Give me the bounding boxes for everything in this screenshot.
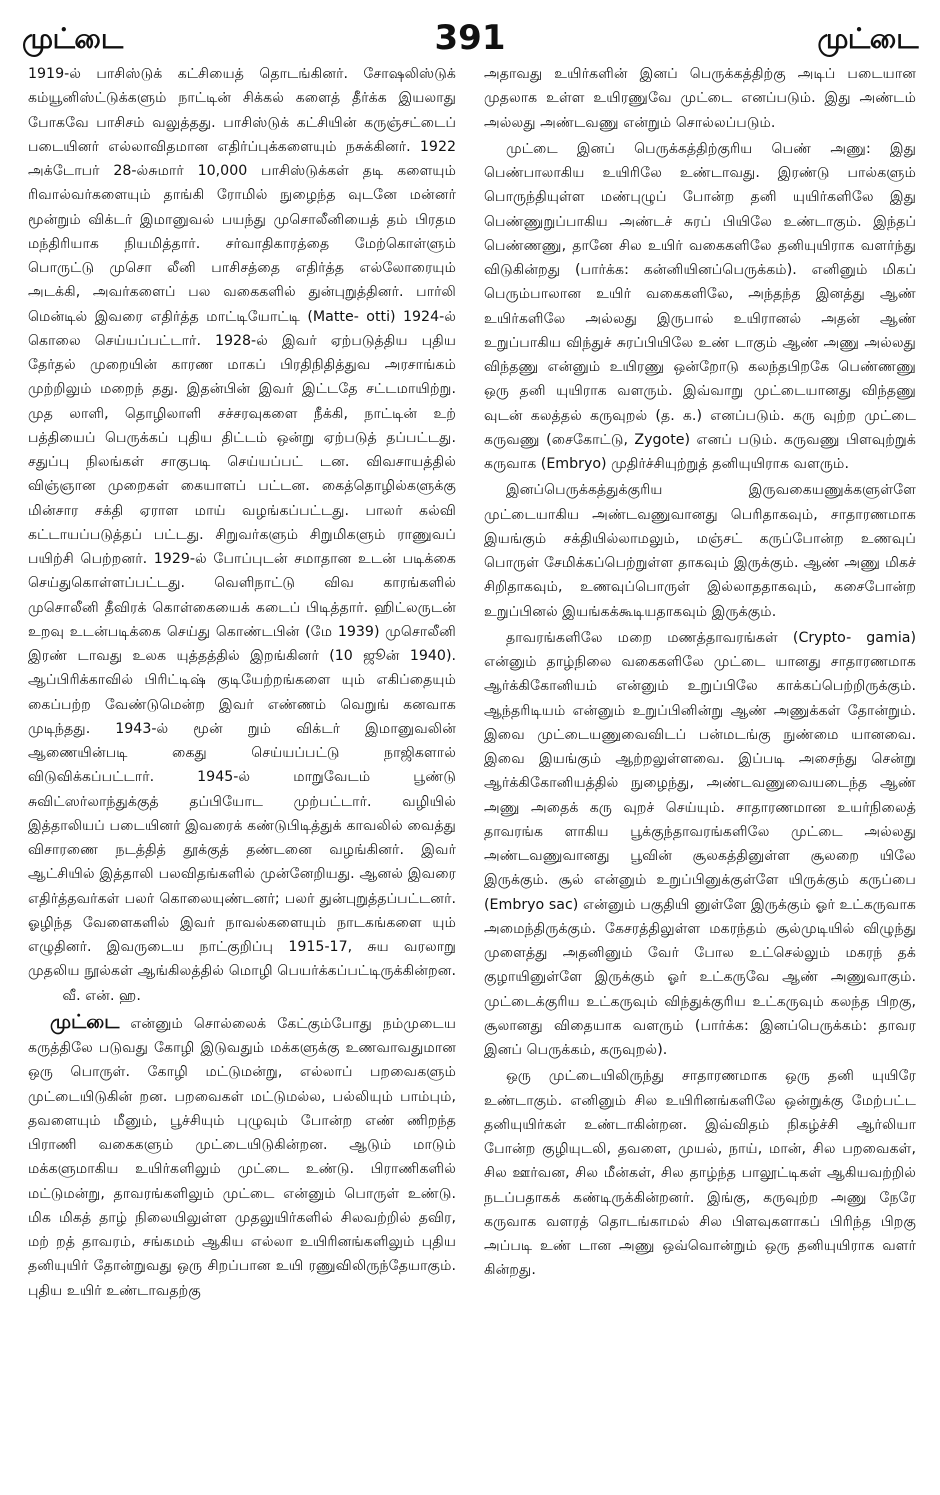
paragraph: இனப்பெருக்கத்துக்குரிய இருவகையணுக்களுள்ளே முட்டையாகிய அண்டவணுவானது பெரிதாகவும், சாதாரணமாக இயங்கும் சக்தியில்லாமலும், மஞ்சட் கருப்போன்ற உணவுப் பொருள் சேமிக்கப்பெற்றுள்ள தாகவும் இருக்கும். ஆண் அணு மிகச் சிறிதாகவும், உணவுப்பொருள் இல்லாததாகவும், கசைபோன்ற உறுப்பினல் இயங்கக்கூடியதாகவும் இருக்கும். (484, 482, 916, 620)
running-head-left: முட்டை (22, 22, 123, 55)
author-signature: வீ. என். ஹ. (62, 987, 141, 1004)
entry-paragraph (28, 1010, 456, 1303)
paragraph: முட்டை இனப் பெருக்கத்திற்குரிய பெண் அணு: இது பெண்பாலாகிய உயிரிலே உண்டாவது. இரண்டு பால்களும் பொருந்தியுள்ள மண்புழுப் போன்ற தனி யுயிர்களிலே இது பெண்ணுறுப்பாகிய அண்டச் சுரப் பியிலே உண்டாகும். இந்தப் பெண்ணணு, தானே சில உயிர் வகைகளிலே தனியுயிராக வளர்ந்து விடுகின்றது (பார்க்க: கன்னியினப்பெருக்கம்). எனினும் மிகப் பெரும்பாலான உயிர் வகைகளிலே, அந்தந்த இனத்து ஆண் உயிர்களிலே அல்லது இருபால் உயிரானல் அதன் ஆண் உறுப்பாகிய விந்துச் சுரப்பியிலே உண் டாகும் ஆண் அணு அல்லது விந்தணு என்னும் உயிரணு ஒன்றோடு கலந்தபிறகே பெண்ணணு ஒரு தனி யுயிராக வளரும். இவ்வாறு முட்டையானது விந்தணு வுடன் கலத்தல் கருவுறல் (த. க.) எனப்படும். கரு வுற்ற முட்டை கருவணு (சைகோட்டு, Zygote) எனப் படும். கருவணு பிளவுற்றுக் கருவாக (Embryo) முதிர்ச்சியுற்றுத் தனியுயிராக வளரும். (484, 140, 916, 472)
entry-headword: முட்டை (50, 1010, 120, 1033)
right-column (484, 62, 916, 1283)
paragraph: அதாவது உயிர்களின் இனப் பெருக்கத்திற்கு அடிப் படையான முதலாக உள்ள உயிரணுவே முட்டை எனப்படும். இது அண்டம் அல்லது அண்டவணு என்றும் சொல்லப்படும். (484, 66, 916, 131)
paragraph-text: 1919-ல் பாசிஸ்டுக் கட்சியைத் தொடங்கினர். சோஷலிஸ்டுக் கம்யூனிஸ்ட்டுக்களும் நாட்டின் சிக்கல் களைத் தீர்க்க இயலாது போகவே பாசிசம் வலுத்தது. பாசிஸ்டுக் கட்சியின் கருஞ்சட்டைப் படையினர் எல்லாவிதமான எதிர்ப்புக்களையும் நசுக்கினர். 1922 அக்டோபர் 28-ல்சுமார் 10,000 பாசிஸ்டுக்கள் தடி களையும் ரிவால்வர்களையும் தாங்கி ரோமில் நுழைந்த வுடனே மன்னர் மூன்றும் விக்டர் இமானுவல் பயந்து முசொலீனியைத் தம் பிரதம மந்திரியாக நியமித்தார். சர்வாதிகாரத்தை மேற்கொள்ளும் பொருட்டு முசொ லீனி பாசிசத்தை எதிர்த்த எல்லோரையும் அடக்கி, அவர்களைப் பல வகைகளில் துன்புறுத்தினர். பார்லி மென்டில் இவரை எதிர்த்த மாட்டியோட்டி (Matte- otti) 1924-ல் கொலை செய்யப்பட்டார். 1928-ல் இவர் ஏற்படுத்திய புதிய தேர்தல் முறையின் காரண மாகப் பிரதிநிதித்துவ அரசாங்கம் முற்றிலும் மறைந் தது. இதன்பின் இவர் இட்டதே சட்டமாயிற்று. முத லாளி, தொழிலாளி சச்சரவுகளை நீக்கி, நாட்டின் உற் பத்தியைப் பெருக்கப் புதிய திட்டம் ஒன்று ஏற்படுத் தப்பட்டது. சதுப்பு நிலங்கள் சாகுபடி செய்யப்பட் டன. விவசாயத்தில் விஞ்ஞான முறைகள் கையாளப் பட்டன. கைத்தொழில்களுக்கு மின்சார சக்தி ஏராள மாய் வழங்கப்பட்டது. பாலர் கல்வி கட்டாயப்படுத்தப் பட்டது. சிறுவர்களும் சிறுமிகளும் ராணுவப் பயிற்சி பெற்றனர். 1929-ல் போப்புடன் சமாதான உடன் படிக்கை செய்துகொள்ளப்பட்டது. வெளிநாட்டு விவ காரங்களில் முசொலீனி தீவிரக் கொள்கையைக் கடைப் பிடித்தார். ஹிட்லருடன் உறவு உடன்படிக்கை செய்து கொண்டபின் (மே 1939) முசொலீனி இரண் டாவது உலக யுத்தத்தில் இறங்கினர் (10 ஜூன் 1940). ஆப்பிரிக்காவில் பிரிட்டிஷ் குடியேற்றங்களை யும் எகிப்தையும் கைப்பற்ற வேண்டுமென்ற இவர் எண்ணம் வெறுங் கனவாக முடிந்தது. 1943-ல் மூன் றும் விக்டர் இமானுவலின் ஆணையின்படி கைது செய்யப்பட்டு நாஜிகளால் விடுவிக்கப்பட்டார். 1945-ல் மாறுவேடம் பூண்டு சுவிட்ஸர்லாந்துக்குத் தப்பியோட முற்பட்டார். வழியில் இத்தாலியப் படையினர் இவரைக் கண்டுபிடித்துக் காவலில் வைத்து விசாரணை நடத்தித் தூக்குத் தண்டனை வழங்கினர். இவர் ஆட்சியில் இத்தாலி பலவிதங்களில் முன்னேறியது. ஆனல் இவரை எதிர்த்தவர்கள் பலர் கொலையுண்டனர்; பலர் துன்புறுத்தப்பட்டனர். ஓழிந்த வேளைகளில் இவர் நாவல்களையும் நாடகங்களை யும் எழுதினர். இவருடைய நாட்குறிப்பு 1915-17, சுய வரலாறு முதலிய நூல்கள் ஆங்கிலத்தில் மொழி பெயர்க்கப்பட்டிருக்கின்றன. (28, 66, 456, 980)
left-column (28, 62, 456, 1303)
paragraph-text: என்னும் சொல்லைக் கேட்கும்போது நம்முடைய கருத்திலே படுவது கோழி இடுவதும் மக்களுக்கு உணவாவதுமான ஒரு பொருள். கோழி மட்டுமன்று, எல்லாப் பறவைகளும் முட்டையிடுகின் றன. பறவைகள் மட்டுமல்ல, பல்லியும் பாம்பும், தவளையும் மீனும், பூச்சியும் புழுவும் போன்ற எண் ணிறந்த பிராணி வகைகளும் முட்டையிடுகின்றன. ஆடும் மாடும் மக்களுமாகிய உயிர்களிலும் முட்டை உண்டு. பிராணிகளில் மட்டுமன்று, தாவரங்களிலும் முட்டை என்னும் பொருள் உண்டு. மிக மிகத் தாழ் நிலையிலுள்ள முதலுயிர்களில் சிலவற்றில் தவிர, மற் றத் தாவரம், சங்கமம் ஆகிய எல்லா உயிரினங்களிலும் புதிய தனியுயிர் தோன்றுவது ஒரு சிறப்பான உயி ரணுவிலிருந்தேயாகும். புதிய உயிர் உண்டாவதற்கு (28, 1015, 456, 1299)
running-head-right: முட்டை (817, 22, 918, 55)
paragraph (28, 62, 456, 1008)
paragraph: தாவரங்களிலே மறை மணத்தாவரங்கள் (Crypto- gamia) என்னும் தாழ்நிலை வகைகளிலே முட்டை யானது சாதாரணமாக ஆர்க்கிகோனியம் என்னும் உறுப்பிலே காக்கப்பெற்றிருக்கும். ஆந்தரிடியம் என்னும் உறுப்பினின்று ஆண் அணுக்கள் தோன்றும். இவை முட்டையணுவைவிடப் பன்மடங்கு நுண்மை யானவை. இவை இயங்கும் ஆற்றலுள்ளவை. இப்படி அசைந்து சென்று ஆர்க்கிகோனியத்தில் நுழைந்து, அண்டவணுவையடைந்த ஆண் அணு அதைக் கரு வுறச் செய்யும். சாதாரணமான உயர்நிலைத் தாவரங்க ளாகிய பூக்குந்தாவரங்களிலே முட்டை அல்லது அண்டவணுவானது பூவின் சூலகத்தினுள்ள சூலறை யிலே இருக்கும். சூல் என்னும் உறுப்பினுக்குள்ளே யிருக்கும் கருப்பை (Embryo sac) என்னும் பகுதியி னுள்ளே இருக்கும் ஓர் உட்கருவாக அமைந்திருக்கும். கேசரத்திலுள்ள மகரந்தம் சூல்முடியில் விழுந்து முளைத்து அதனினும் வேர் போல உட்செல்லும் மகரந் தக் குழாயினுள்ளே இருக்கும் ஓர் உட்கருவே ஆண் அணுவாகும். முட்டைக்குரிய உட்கருவும் விந்துக்குரிய உட்கருவும் கலந்த பிறகு, சூலானது விதையாக வளரும் (பார்க்க: இனப்பெருக்கம்: தாவர இனப் பெருக்கம், கருவுறல்). (484, 629, 916, 1058)
page-number: 391 (434, 18, 506, 58)
page-header (22, 18, 918, 62)
paragraph: ஒரு முட்டையிலிருந்து சாதாரணமாக ஒரு தனி யுயிரே உண்டாகும். எனினும் சில உயிரினங்களிலே ஒன்றுக்கு மேற்பட்ட தனியுயிர்கள் உண்டாகின்றன. இவ்விதம் நிகழ்ச்சி ஆர்லியா போன்ற குழியுடலி, தவளை, முயல், நாய், மான், சில பறவைகள், சில ஊர்வன, சில மீன்கள், சில தாழ்ந்த பாலூட்டிகள் ஆகியவற்றில் நடப்பதாகக் கண்டிருக்கின்றனர். இங்கு, கருவுற்ற அணு நேரே கருவாக வளரத் தொடங்காமல் சில பிளவுகளாகப் பிரிந்த பிறகு அப்படி உண் டான அணு ஒவ்வொன்றும் ஒரு தனியுயிராக வளர் கின்றது. (484, 1068, 916, 1279)
